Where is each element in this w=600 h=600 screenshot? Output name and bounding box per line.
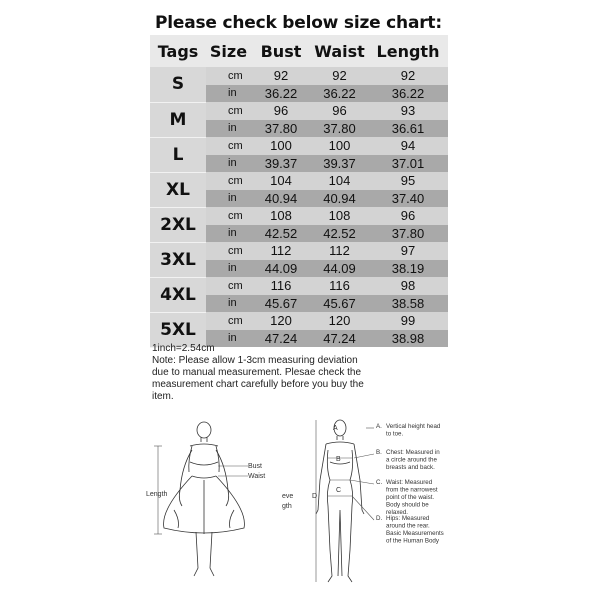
header-length: Length [368,35,448,67]
waist-cell: 92 [311,67,368,85]
legend-text: Body should be [386,501,429,509]
body-measure-legend [376,423,444,545]
legend-text: a circle around the [386,456,437,464]
waist-cell: 45.67 [311,295,368,313]
bust-cell: 120 [251,312,311,330]
length-cell: 96 [368,207,448,225]
measurement-illustration [140,410,460,590]
note-line: measurement chart carefully before you buy the [152,379,364,390]
bust-cell: 92 [251,67,311,85]
legend-text: of the Human Body [386,537,439,545]
note-line: item. [152,391,174,402]
legend-text: D. [376,515,383,522]
dress-measure-lines [154,446,248,534]
dress-figure [164,422,245,576]
unit-cell: in [206,85,251,103]
unit-cell: cm [206,67,251,85]
table-header-row [150,35,448,67]
length-cell: 36.61 [368,120,448,138]
note-line: Note: Please allow 1-3cm measuring deviation [152,355,358,366]
length-cell: 37.80 [368,225,448,243]
waist-label: Waist [248,473,266,480]
size-chart-table [150,35,448,348]
table-row [150,172,448,190]
legend-text: Hips: Measured [386,515,430,522]
unit-cell: in [206,330,251,348]
length-cell: 38.58 [368,295,448,313]
bust-cell: 47.24 [251,330,311,348]
legend-text: Basic Measurements [386,530,444,537]
bust-cell: 116 [251,277,311,295]
unit-cell: cm [206,172,251,190]
length-cell: 97 [368,242,448,260]
waist-cell: 96 [311,102,368,120]
bust-cell: 40.94 [251,190,311,208]
bust-cell: 112 [251,242,311,260]
waist-cell: 42.52 [311,225,368,243]
waist-cell: 104 [311,172,368,190]
legend-text: Waist: Measured [386,479,433,486]
bust-cell: 42.52 [251,225,311,243]
length-cell: 38.98 [368,330,448,348]
legend-text: relaxed. [386,509,409,516]
size-tag-cell: 3XL [150,242,206,277]
unit-cell: cm [206,102,251,120]
table-row [150,137,448,155]
letter-b: B [336,456,341,463]
legend-text: from the narrowest [386,486,438,494]
measurement-notes [152,343,402,403]
bust-cell: 100 [251,137,311,155]
waist-cell: 40.94 [311,190,368,208]
cut-label-1: eve [282,493,294,500]
waist-cell: 100 [311,137,368,155]
legend-text: point of the waist. [386,494,435,501]
length-cell: 37.40 [368,190,448,208]
length-cell: 36.22 [368,85,448,103]
header-bust: Bust [251,35,311,67]
size-tag-cell: S [150,67,206,102]
unit-cell: in [206,120,251,138]
size-tag-cell: 5XL [150,312,206,347]
bust-cell: 39.37 [251,155,311,173]
legend-text: breasts and back. [386,464,435,471]
size-tag-cell: XL [150,172,206,207]
bust-cell: 45.67 [251,295,311,313]
legend-text: around the rear. [386,522,430,530]
header-waist: Waist [311,35,368,67]
bust-label: Bust [248,463,263,470]
letter-d: D [312,493,318,500]
length-cell: 38.19 [368,260,448,278]
legend-text: Chest: Measured in [386,449,440,456]
letter-a: A [333,425,338,432]
letter-c: C [336,487,342,494]
size-tag-cell: 2XL [150,207,206,242]
body-measure-lines [316,420,374,582]
table-body [150,67,448,347]
waist-cell: 44.09 [311,260,368,278]
page-title: Please check below size chart: [155,13,442,33]
size-tag-cell: 4XL [150,277,206,312]
note-line: due to manual measurement. Plesae check the [152,367,362,378]
waist-cell: 120 [311,312,368,330]
waist-cell: 39.37 [311,155,368,173]
table-row [150,207,448,225]
length-cell: 37.01 [368,155,448,173]
waist-cell: 37.80 [311,120,368,138]
bust-cell: 36.22 [251,85,311,103]
unit-cell: cm [206,277,251,295]
length-cell: 99 [368,312,448,330]
waist-cell: 108 [311,207,368,225]
table-row [150,67,448,85]
unit-cell: in [206,260,251,278]
size-tag-cell: M [150,102,206,137]
table-row [150,312,448,330]
bust-cell: 108 [251,207,311,225]
unit-cell: in [206,225,251,243]
unit-cell: in [206,190,251,208]
bust-cell: 96 [251,102,311,120]
table-row [150,102,448,120]
bust-cell: 37.80 [251,120,311,138]
table-row [150,277,448,295]
waist-cell: 112 [311,242,368,260]
unit-cell: in [206,155,251,173]
unit-cell: cm [206,207,251,225]
length-cell: 92 [368,67,448,85]
table-row [150,242,448,260]
unit-cell: cm [206,137,251,155]
cut-label-2: gth [282,503,292,510]
length-cell: 98 [368,277,448,295]
length-cell: 94 [368,137,448,155]
note-line: 1inch=2.54cm [152,343,215,354]
length-label: Length [146,491,168,498]
length-cell: 95 [368,172,448,190]
legend-text: Vertical height head [386,423,441,430]
bust-cell: 44.09 [251,260,311,278]
unit-cell: in [206,295,251,313]
waist-cell: 47.24 [311,330,368,348]
size-tag-cell: L [150,137,206,172]
unit-cell: cm [206,242,251,260]
header-size: Size [206,35,251,67]
legend-text: to toe. [386,430,404,438]
waist-cell: 36.22 [311,85,368,103]
header-tags: Tags [150,35,206,67]
legend-text: A. [376,423,382,430]
unit-cell: cm [206,312,251,330]
legend-text: C. [376,479,383,486]
length-cell: 93 [368,102,448,120]
legend-text: B. [376,449,382,456]
bust-cell: 104 [251,172,311,190]
waist-cell: 116 [311,277,368,295]
